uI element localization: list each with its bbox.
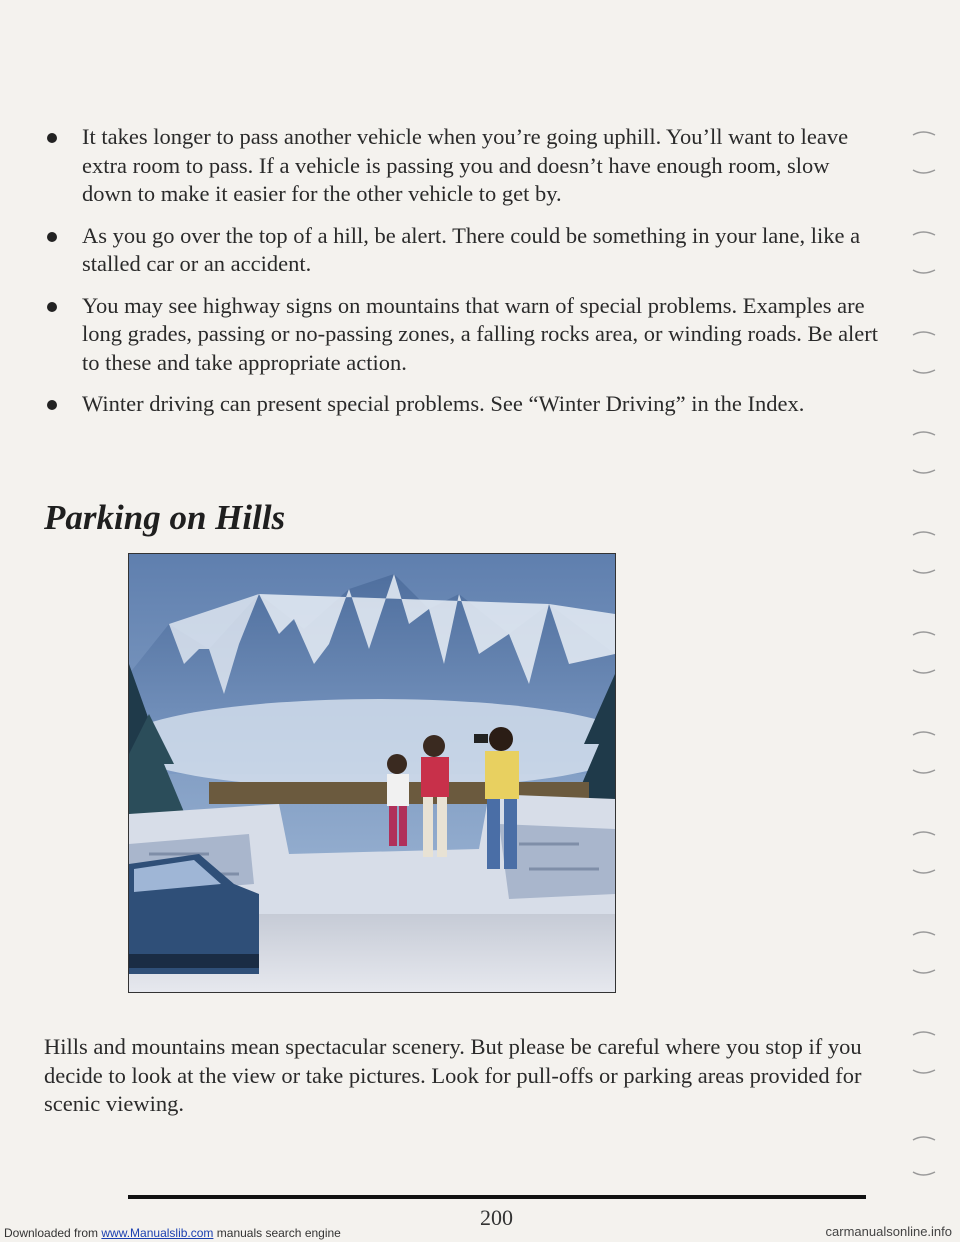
section-heading: Parking on Hills <box>44 498 286 537</box>
footer-rule <box>128 1195 866 1199</box>
manualslib-link[interactable]: www.Manualslib.com <box>101 1226 214 1240</box>
site-watermark: carmanualsonline.info <box>825 1224 952 1239</box>
bullet-list <box>44 123 884 432</box>
bullet-item: You may see highway signs on mountains that warn of special problems. Examples are long grades, passing or no-passing zones, a falling rocks area, or winding roads. Be alert to these and take appropriate action. <box>44 292 884 378</box>
bullet-dot-icon <box>47 400 57 410</box>
bullet-dot-icon <box>47 302 57 312</box>
page-number: 200 <box>480 1205 513 1230</box>
figure-caption: Hills and mountains mean spectacular scenery. But please be careful where you stop if you decide to look at the view or take pictures. Look for pull-offs or parking areas provided for scenic viewing. <box>44 1034 862 1116</box>
scenic-overlook-illustration <box>128 553 616 993</box>
bullet-dot-icon <box>47 232 57 242</box>
bullet-item: It takes longer to pass another vehicle when you’re going uphill. You’ll want to leave extra room to pass. If a vehicle is passing you and doesn’t have enough room, slow down to make it easier for the other vehicle to get by. <box>44 123 884 209</box>
bullet-dot-icon <box>47 133 57 143</box>
download-source: Downloaded from www.Manualslib.com manuals search engine <box>4 1226 341 1240</box>
bullet-item: As you go over the top of a hill, be alert. There could be something in your lane, like a stalled car or an accident. <box>44 222 884 279</box>
tab-edge-marks <box>905 110 945 1190</box>
bullet-item: Winter driving can present special problems. See “Winter Driving” in the Index. <box>44 390 884 419</box>
